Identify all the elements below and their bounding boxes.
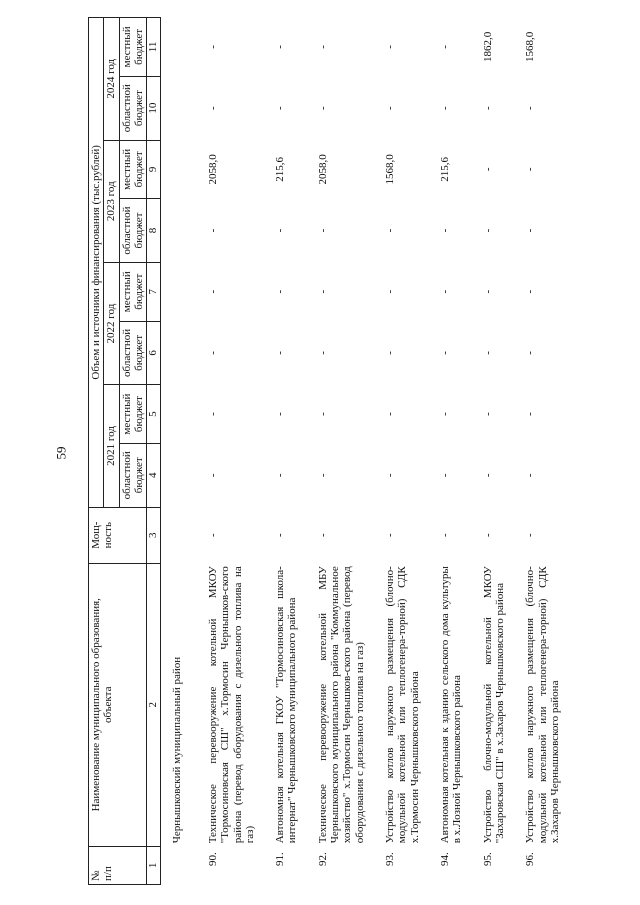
section-title: Чернышковский муниципальный район bbox=[170, 656, 183, 844]
budget-cell: 1862,0 bbox=[481, 31, 494, 63]
header-row-1 bbox=[89, 18, 104, 885]
budget-cell: 1568,0 bbox=[384, 154, 396, 185]
column-number: 9 bbox=[147, 140, 160, 199]
budget-cell: - bbox=[438, 106, 451, 110]
budget-cell: - bbox=[274, 351, 287, 355]
column-number: 5 bbox=[147, 385, 160, 444]
budget-cell: - bbox=[274, 45, 287, 49]
budget-cell: - bbox=[206, 45, 219, 49]
row-number: 92. bbox=[316, 852, 329, 867]
header-year-2023: 2023 год bbox=[104, 140, 119, 262]
column-number-row bbox=[147, 18, 160, 885]
column-number: 3 bbox=[147, 507, 160, 563]
budget-cell: - bbox=[206, 473, 219, 478]
row-number: 93. bbox=[384, 852, 396, 867]
budget-cell: - bbox=[438, 289, 451, 294]
header-financing: Объем и источники финансирования (тыс.рублей) bbox=[89, 18, 104, 508]
budget-cell: - bbox=[481, 473, 494, 478]
budget-cell: - bbox=[206, 289, 219, 294]
budget-cell: - bbox=[274, 228, 287, 233]
table-row bbox=[468, 18, 511, 885]
budget-cell: - bbox=[384, 473, 396, 478]
budget-cell: - bbox=[384, 289, 396, 294]
budget-cell: - bbox=[481, 228, 494, 233]
power-cell: - bbox=[481, 533, 494, 538]
budget-cell: - bbox=[481, 412, 494, 416]
budget-cell: 1568,0 bbox=[524, 31, 537, 63]
budget-cell: - bbox=[206, 351, 219, 355]
header-regional-2024: областной бюджет bbox=[119, 76, 147, 140]
column-number: 4 bbox=[147, 443, 160, 507]
header-local-2022: местный бюджет bbox=[119, 262, 147, 321]
budget-cell: - bbox=[206, 412, 219, 416]
budget-cell: - bbox=[524, 167, 537, 172]
budget-cell: 215,6 bbox=[438, 156, 451, 182]
power-cell: - bbox=[206, 533, 219, 538]
budget-cell: - bbox=[524, 289, 537, 294]
budget-cell: - bbox=[316, 228, 329, 233]
row-number: 91. bbox=[274, 852, 287, 867]
budget-cell: - bbox=[316, 106, 329, 110]
header-num: № п/п bbox=[89, 846, 147, 884]
budget-cell: - bbox=[438, 412, 451, 416]
object-name: Автономная котельная ГКОУ "Тормосиновская школа-интернат" Чернышковского муниципального района bbox=[274, 566, 299, 844]
budget-cell: - bbox=[274, 412, 287, 416]
row-number: 94. bbox=[438, 852, 451, 867]
object-name: Автономная котельная к зданию сельского дома культуры в х.Лозной Чернышковского района bbox=[438, 566, 464, 844]
budget-cell: - bbox=[316, 45, 329, 49]
budget-cell: - bbox=[481, 351, 494, 355]
table-body bbox=[160, 18, 565, 885]
column-number: 8 bbox=[147, 199, 160, 263]
column-number: 10 bbox=[147, 76, 160, 140]
object-name: Устройство блочно-модульной котельной МКОУ "Захаровская СШ" в х.Захаров Чернышковского района bbox=[481, 566, 506, 844]
header-regional-2021: областной бюджет bbox=[119, 443, 147, 507]
column-number: 2 bbox=[147, 563, 160, 846]
row-number: 95. bbox=[481, 852, 494, 867]
table-row bbox=[510, 18, 565, 885]
table-row bbox=[303, 18, 370, 885]
budget-cell: - bbox=[316, 412, 329, 416]
budget-cell: - bbox=[524, 412, 537, 416]
header-local-2021: местный бюджет bbox=[119, 385, 147, 444]
table-row bbox=[260, 18, 303, 885]
budget-cell: - bbox=[206, 228, 219, 233]
budget-cell: - bbox=[438, 473, 451, 478]
header-year-2021: 2021 год bbox=[104, 385, 119, 507]
object-name: Техническое перевооружение котельной МБУ Чернышковского муниципального района "Коммунальное хозяйство" х.Тормосин Чернышков-ского района (перевод оборудования с дизельного топлива на газ) bbox=[316, 566, 366, 844]
header-power: Мощ- ность bbox=[89, 507, 147, 563]
budget-cell: - bbox=[316, 289, 329, 294]
object-name: Устройство котлов наружного размещения (блочно-модульной котельной или теплогенера-торной) СДК х.Захаров Чернышковского района bbox=[524, 566, 561, 844]
header-name: Наименование муниципального образования, объекта bbox=[89, 563, 147, 846]
header-regional-2022: областной бюджет bbox=[119, 321, 147, 385]
object-name: Устройство котлов наружного размещения (блочно-модульной котельной или теплогенера-торной) СДК х.Тормосин Чернышковского района bbox=[384, 566, 421, 844]
budget-cell: - bbox=[384, 351, 396, 355]
budget-cell: - bbox=[384, 228, 396, 233]
budget-cell: - bbox=[524, 351, 537, 355]
column-number: 1 bbox=[147, 846, 160, 884]
header-year-2024: 2024 год bbox=[104, 18, 119, 141]
table-row bbox=[425, 18, 468, 885]
table-row bbox=[193, 18, 260, 885]
table-row bbox=[370, 18, 425, 885]
power-cell: - bbox=[524, 533, 537, 538]
header-local-2024: местный бюджет bbox=[119, 18, 147, 77]
power-cell: - bbox=[384, 533, 396, 538]
power-cell: - bbox=[316, 533, 329, 538]
budget-cell: - bbox=[524, 106, 537, 110]
budget-cell: - bbox=[316, 351, 329, 355]
page-number: 59 bbox=[53, 446, 68, 459]
header-local-2023: местный бюджет bbox=[119, 140, 147, 199]
budget-cell: - bbox=[384, 412, 396, 416]
budget-cell: - bbox=[274, 473, 287, 478]
budget-cell: - bbox=[438, 45, 451, 49]
section-row bbox=[160, 18, 193, 885]
budget-cell: - bbox=[316, 473, 329, 478]
budget-cell: 2058,0 bbox=[316, 154, 329, 185]
row-number: 96. bbox=[524, 852, 537, 867]
budget-cell: - bbox=[438, 228, 451, 233]
budget-cell: - bbox=[384, 45, 396, 49]
power-cell: - bbox=[274, 533, 287, 538]
power-cell: - bbox=[438, 533, 451, 538]
budget-cell: 2058,0 bbox=[206, 154, 219, 185]
budget-cell: - bbox=[524, 228, 537, 233]
column-number: 6 bbox=[147, 321, 160, 385]
budget-cell: - bbox=[274, 106, 287, 110]
budget-cell: - bbox=[206, 106, 219, 110]
row-number: 90. bbox=[206, 852, 219, 867]
budget-cell: - bbox=[274, 289, 287, 294]
budget-cell: - bbox=[384, 106, 396, 110]
header-regional-2023: областной бюджет bbox=[119, 199, 147, 263]
budget-cell: - bbox=[438, 351, 451, 355]
budget-cell: - bbox=[524, 473, 537, 478]
budget-cell: 215,6 bbox=[274, 156, 287, 182]
budget-cell: - bbox=[481, 167, 494, 172]
header-year-2022: 2022 год bbox=[104, 262, 119, 384]
budget-cell: - bbox=[481, 106, 494, 110]
object-name: Техническое перевооружение котельной МКОУ "Тормосиновская СШ" х.Тормосин Чернышков-ского района (перевод оборудования с дизельного топлива на газ) bbox=[206, 566, 256, 844]
column-number: 11 bbox=[147, 18, 160, 77]
column-number: 7 bbox=[147, 262, 160, 321]
budget-cell: - bbox=[481, 289, 494, 294]
financing-table bbox=[88, 17, 565, 885]
